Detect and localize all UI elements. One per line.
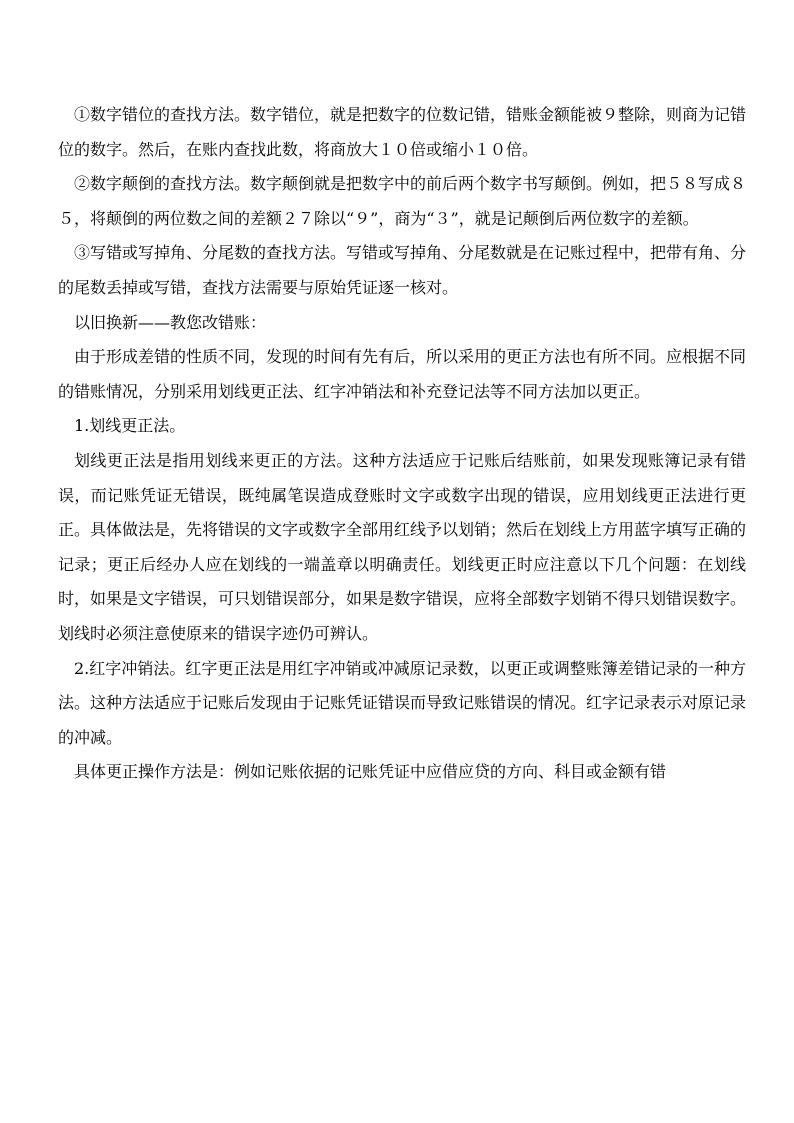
paragraph-digit-reversal: ②数字颠倒的查找方法。数字颠倒就是把数字中的前后两个数字书写颠倒。例如，把５８写成８５，将颠倒的两位数之间的差额２７除以“９”，商为“３”，就是记颠倒后两位数字的差额。 [58, 174, 747, 228]
heading-line-correction-method: 1.划线更正法。 [74, 416, 186, 436]
paragraph-specific-procedure: 具体更正操作方法是：例如记账依据的记账凭证中应借应贷的方向、科目或金额有错 [74, 762, 667, 782]
paragraph-red-ink-reversal: 2.红字冲销法。红字更正法是用红字冲销或冲减原记录数，以更正或调整账簿差错记录的一种方法。这种方法适应于记账后发现由于记账凭证错误而导致记账错误的情况。红字记录表示对原记录的冲减。 [58, 658, 747, 747]
paragraph-decimal-errors: ③写错或写掉角、分尾数的查找方法。写错或写掉角、分尾数就是在记账过程中，把带有角、分的尾数丢掉或写错，查找方法需要与原始凭证逐一核对。 [58, 243, 747, 297]
section-heading-correcting-errors: 以旧换新——教您改错账： [74, 312, 267, 332]
paragraph-line-correction-method: 划线更正法是指用划线来更正的方法。这种方法适应于记账后结账前，如果发现账簿记录有错误，而记账凭证无错误，既纯属笔误造成登账时文字或数字出现的错误，应用划线更正法进行更正。具体做法是，先将错误的文字或数字全部用红线予以划销；然后在划线上方用蓝字填写正确的记录；更正后经办人应在划线的一端盖章以明确责任。划线更正时应注意以下几个问题：在划线时，如果是文字错误，可只划错误部分，如果是数字错误，应将全部数字划销不得只划错误数字。划线时必须注意使原来的错误字迹仍可辨认。 [58, 450, 747, 643]
paragraph-digit-misplacement: ①数字错位的查找方法。数字错位，就是把数字的位数记错，错账金额能被９整除，则商为记错位的数字。然后，在账内查找此数，将商放大１０倍或缩小１０倍。 [58, 105, 747, 159]
paragraph-correction-intro: 由于形成差错的性质不同，发现的时间有先有后，所以采用的更正方法也有所不同。应根据不同的错账情况，分别采用划线更正法、红字冲销法和补充登记法等不同方法加以更正。 [58, 347, 747, 401]
document-body [58, 98, 746, 790]
